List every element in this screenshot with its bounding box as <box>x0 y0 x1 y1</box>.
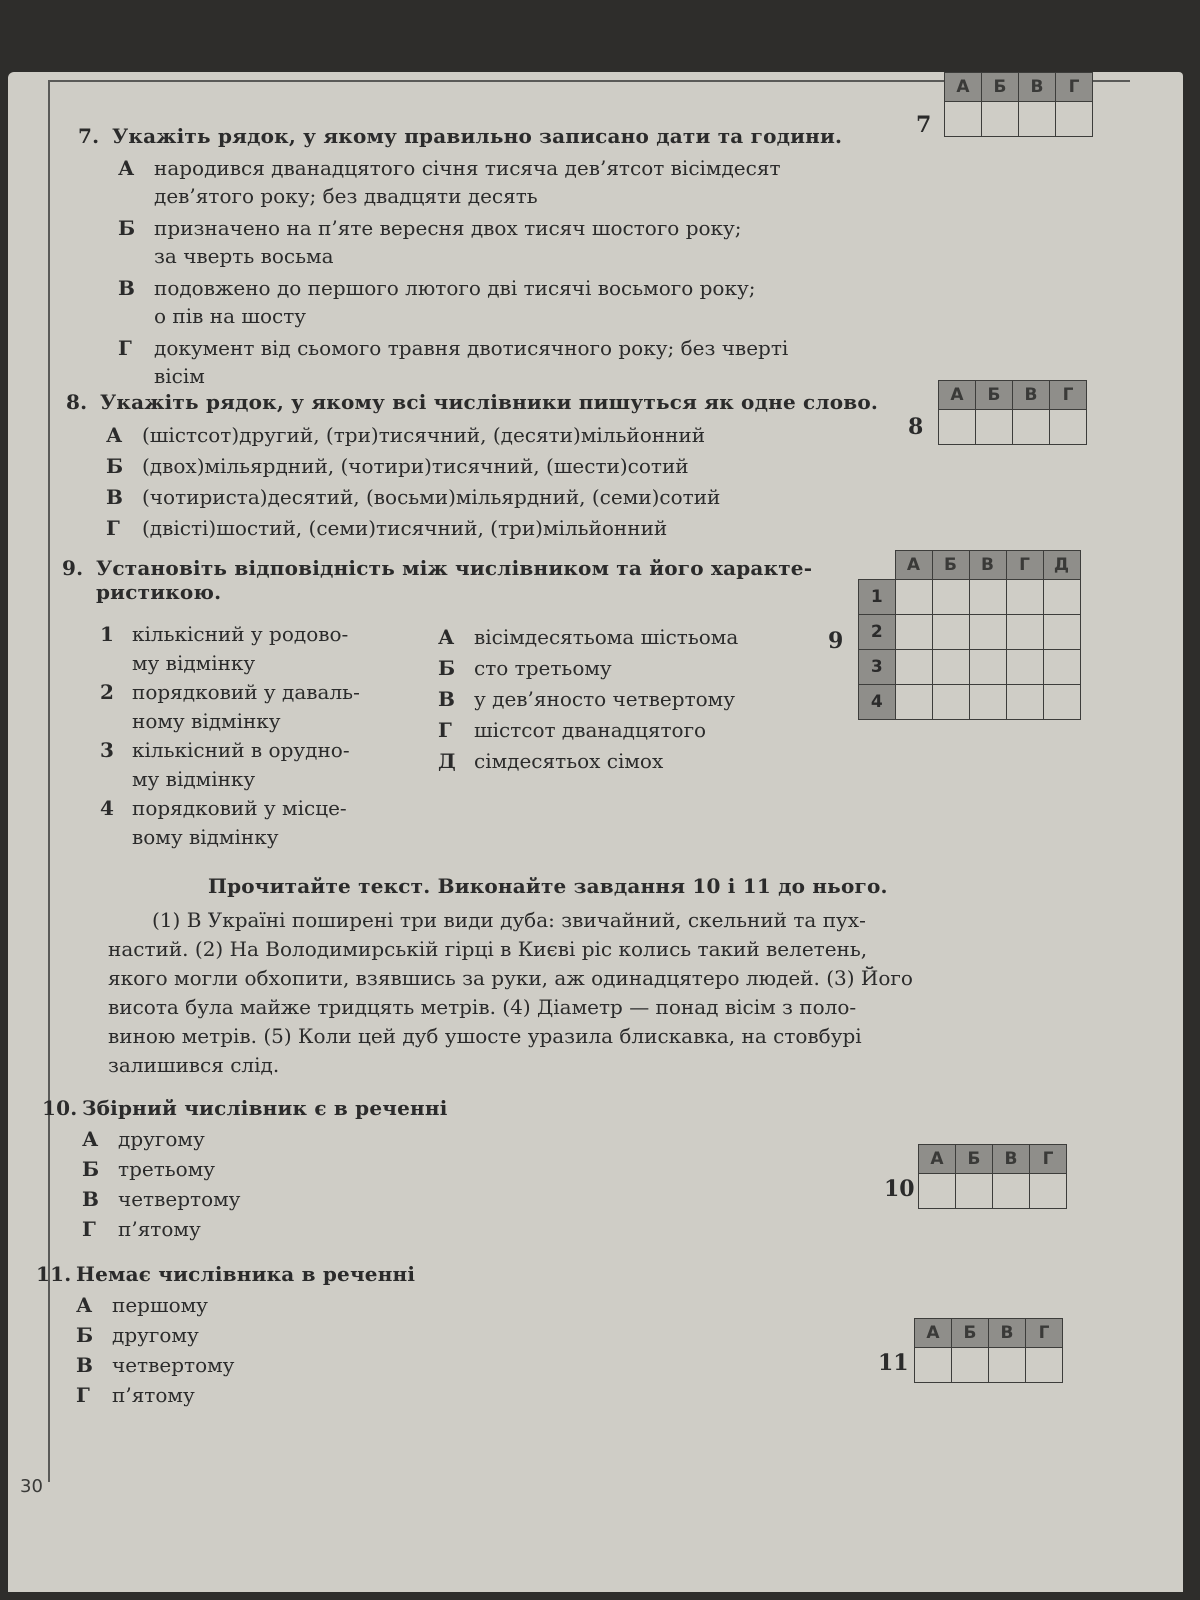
answer-cell[interactable] <box>976 410 1013 445</box>
reading-line: залишився слід. <box>108 1053 280 1077</box>
question-8 <box>66 390 878 544</box>
grid-header: А <box>945 73 982 102</box>
answer-cell[interactable] <box>895 650 932 685</box>
match-right-item <box>438 684 798 715</box>
item-letter: А <box>438 625 455 649</box>
answer-cell[interactable] <box>932 650 969 685</box>
option-letter: Г <box>76 1383 90 1407</box>
answer-cell[interactable] <box>1050 410 1087 445</box>
option-c-continued: о пів на шосту <box>154 304 307 328</box>
option-b <box>118 214 842 242</box>
question-11-title <box>36 1262 415 1286</box>
option-text: третьому <box>118 1157 216 1181</box>
grid-header: В <box>989 1319 1026 1348</box>
grid-header: В <box>1019 73 1056 102</box>
answer-cell[interactable] <box>1006 615 1043 650</box>
option-text: (шістсот)другий, (три)тисячний, (десяти)мільйонний <box>142 423 706 447</box>
match-left-item <box>100 736 430 765</box>
answer-cell[interactable] <box>1043 580 1080 615</box>
answer-cell[interactable] <box>1043 685 1080 720</box>
answer-cell[interactable] <box>969 685 1006 720</box>
answer-grid-10-label: 10 <box>884 1176 915 1202</box>
question-10 <box>42 1096 448 1244</box>
answer-cell[interactable] <box>919 1174 956 1209</box>
match-left-item-continued: му відмінку <box>132 767 256 791</box>
question-10-title <box>42 1096 448 1120</box>
option-letter: Б <box>106 454 124 478</box>
item-letter: Б <box>438 656 456 680</box>
option-a <box>76 1290 415 1320</box>
answer-cell[interactable] <box>982 102 1019 137</box>
question-number: 10. <box>42 1096 78 1120</box>
grid-row-header: 3 <box>859 650 896 685</box>
match-left-item <box>100 620 430 649</box>
answer-cell[interactable] <box>932 615 969 650</box>
answer-cell[interactable] <box>1043 650 1080 685</box>
match-right-item <box>438 622 798 653</box>
answer-cell[interactable] <box>1019 102 1056 137</box>
option-text: другому <box>112 1323 199 1347</box>
question-text: Немає числівника в реченні <box>76 1262 416 1286</box>
question-text: Укажіть рядок, у якому правильно записано дати та години. <box>112 124 843 148</box>
option-text: подовжено до першого лютого дві тисячі восьмого року; <box>154 276 756 300</box>
question-7 <box>78 124 842 390</box>
grid-header: Г <box>1006 551 1043 580</box>
match-right-item <box>438 746 798 777</box>
option-a <box>82 1124 448 1154</box>
option-c <box>82 1184 448 1214</box>
match-left-item-continued: му відмінку <box>132 651 256 675</box>
answer-cell[interactable] <box>969 615 1006 650</box>
match-right-item <box>438 715 798 746</box>
question-number: 11. <box>36 1262 72 1286</box>
item-text: порядковий у даваль- <box>132 680 360 704</box>
question-number: 7. <box>78 124 100 148</box>
match-left-column <box>100 620 430 852</box>
item-text: шістсот дванадцятого <box>474 718 707 742</box>
option-b <box>106 451 878 482</box>
option-letter: Б <box>118 216 136 240</box>
answer-grid-7-label: 7 <box>916 112 932 138</box>
match-left-item-continued: ному відмінку <box>132 709 281 733</box>
grid-corner <box>859 551 896 580</box>
item-text: порядковий у місце- <box>132 796 347 820</box>
option-text: п’ятому <box>112 1383 195 1407</box>
question-number: 9. <box>62 556 84 580</box>
option-letter: В <box>118 276 135 300</box>
match-left-item-continued: вому відмінку <box>132 825 279 849</box>
option-b <box>76 1320 415 1350</box>
option-text: народився дванадцятого січня тисяча дев’ятсот вісімдесят <box>154 156 781 180</box>
answer-cell[interactable] <box>1006 685 1043 720</box>
item-text: у дев’яносто четвертому <box>474 687 735 711</box>
answer-grid-10 <box>918 1144 1067 1209</box>
option-letter: Б <box>82 1157 100 1181</box>
answer-cell[interactable] <box>956 1174 993 1209</box>
match-left-item <box>100 678 430 707</box>
item-number: 2 <box>100 680 114 704</box>
question-11 <box>36 1262 415 1410</box>
option-c <box>106 482 878 513</box>
answer-cell[interactable] <box>1006 650 1043 685</box>
option-b <box>82 1154 448 1184</box>
reading-line: висота була майже тридцять метрів. (4) Діаметр — понад вісім з поло- <box>108 995 857 1019</box>
item-letter: Д <box>438 749 456 773</box>
option-a <box>106 420 878 451</box>
grid-header: Г <box>1050 381 1087 410</box>
answer-cell[interactable] <box>1056 102 1093 137</box>
option-d <box>118 334 842 362</box>
reading-text <box>108 906 1028 1080</box>
grid-header: Г <box>1056 73 1093 102</box>
option-letter: А <box>76 1293 93 1317</box>
answer-grid-7 <box>944 72 1093 137</box>
grid-header: Г <box>1030 1145 1067 1174</box>
option-letter: Г <box>118 336 132 360</box>
question-9-title-continued: ристикою. <box>96 580 222 604</box>
item-text: кількісний в орудно- <box>132 738 350 762</box>
workbook-page <box>8 72 1183 1592</box>
answer-cell[interactable] <box>1026 1348 1063 1383</box>
answer-cell[interactable] <box>989 1348 1026 1383</box>
item-letter: В <box>438 687 455 711</box>
grid-header: А <box>919 1145 956 1174</box>
option-d <box>76 1380 415 1410</box>
option-letter: В <box>76 1353 93 1377</box>
option-text: другому <box>118 1127 205 1151</box>
match-right-column <box>438 622 798 777</box>
item-letter: Г <box>438 718 452 742</box>
option-text: першому <box>112 1293 208 1317</box>
grid-header: В <box>1013 381 1050 410</box>
grid-row-header: 2 <box>859 615 896 650</box>
grid-header: А <box>895 551 932 580</box>
question-9 <box>62 556 812 604</box>
option-c <box>76 1350 415 1380</box>
grid-row-header: 1 <box>859 580 896 615</box>
answer-grid-9-label: 9 <box>828 628 844 654</box>
item-text: вісімдесятьома шістьома <box>474 625 739 649</box>
option-letter: А <box>118 156 135 180</box>
reading-line: виною метрів. (5) Коли цей дуб ушосте уразила блискавка, на стовбурі <box>108 1024 862 1048</box>
option-b-continued: за чверть восьма <box>154 244 334 268</box>
option-letter: Г <box>106 516 120 540</box>
answer-cell[interactable] <box>1006 580 1043 615</box>
item-number: 1 <box>100 622 114 646</box>
item-text: кількісний у родово- <box>132 622 349 646</box>
grid-header: Б <box>956 1145 993 1174</box>
option-a-continued: дев’ятого року; без двадцяти десять <box>154 184 538 208</box>
option-letter: В <box>106 485 123 509</box>
option-d <box>82 1214 448 1244</box>
question-text: Установіть відповідність між числівником та його характе- <box>96 556 813 580</box>
reading-line: настий. (2) На Володимирській гірці в Києві ріс колись такий велетень, <box>108 937 868 961</box>
option-text: призначено на п’яте вересня двох тисяч шостого року; <box>154 216 742 240</box>
option-letter: Г <box>82 1217 96 1241</box>
answer-cell[interactable] <box>1013 410 1050 445</box>
answer-cell[interactable] <box>895 615 932 650</box>
answer-grid-11 <box>914 1318 1063 1383</box>
option-letter: В <box>82 1187 99 1211</box>
grid-row-header: 4 <box>859 685 896 720</box>
grid-header: А <box>915 1319 952 1348</box>
question-text: Збірний числівник є в реченні <box>82 1096 448 1120</box>
question-text: Укажіть рядок, у якому всі числівники пишуться як одне слово. <box>100 390 879 414</box>
grid-header: Г <box>1026 1319 1063 1348</box>
question-9-title <box>62 556 812 580</box>
option-text: (двох)мільярдний, (чотири)тисячний, (шести)сотий <box>142 454 689 478</box>
grid-header: Б <box>982 73 1019 102</box>
option-text: четвертому <box>118 1187 241 1211</box>
item-text: сімдесятьох сімох <box>474 749 664 773</box>
grid-header: Д <box>1043 551 1080 580</box>
answer-grid-8-label: 8 <box>908 414 924 440</box>
option-text: документ від сьомого травня двотисячного року; без чверті <box>154 336 789 360</box>
question-number: 8. <box>66 390 88 414</box>
answer-cell[interactable] <box>932 580 969 615</box>
answer-cell[interactable] <box>1043 615 1080 650</box>
item-number: 4 <box>100 796 114 820</box>
option-letter: Б <box>76 1323 94 1347</box>
grid-header: В <box>993 1145 1030 1174</box>
answer-grid-8 <box>938 380 1087 445</box>
item-text: сто третьому <box>474 656 612 680</box>
answer-cell[interactable] <box>945 102 982 137</box>
grid-header: В <box>969 551 1006 580</box>
grid-header: Б <box>932 551 969 580</box>
answer-grid-9 <box>858 550 1081 720</box>
answer-grid-11-label: 11 <box>878 1350 909 1376</box>
option-text: (двісті)шостий, (семи)тисячний, (три)мільйонний <box>142 516 668 540</box>
question-8-title <box>66 390 878 414</box>
question-7-title <box>78 124 842 148</box>
page-number: 30 <box>20 1476 43 1497</box>
option-text: четвертому <box>112 1353 235 1377</box>
grid-header: Б <box>952 1319 989 1348</box>
answer-cell[interactable] <box>915 1348 952 1383</box>
reading-instruction: Прочитайте текст. Виконайте завдання 10 і 11 до нього. <box>208 874 888 898</box>
grid-header: А <box>939 381 976 410</box>
option-c <box>118 274 842 302</box>
grid-header: Б <box>976 381 1013 410</box>
answer-cell[interactable] <box>993 1174 1030 1209</box>
answer-cell[interactable] <box>895 685 932 720</box>
option-a <box>118 154 842 182</box>
option-d-continued: вісім <box>154 364 205 388</box>
reading-line: якого могли обхопити, взявшись за руки, аж одинадцятеро людей. (3) Його <box>108 966 913 990</box>
answer-cell[interactable] <box>895 580 932 615</box>
answer-cell[interactable] <box>939 410 976 445</box>
answer-cell[interactable] <box>1030 1174 1067 1209</box>
option-d <box>106 513 878 544</box>
answer-cell[interactable] <box>969 580 1006 615</box>
answer-cell[interactable] <box>969 650 1006 685</box>
item-number: 3 <box>100 738 114 762</box>
option-text: п’ятому <box>118 1217 201 1241</box>
option-text: (чотириста)десятий, (восьми)мільярдний, (семи)сотий <box>142 485 721 509</box>
match-right-item <box>438 653 798 684</box>
option-letter: А <box>82 1127 99 1151</box>
reading-line: (1) В Україні поширені три види дуба: звичайний, скельний та пух- <box>152 908 866 932</box>
match-left-item <box>100 794 430 823</box>
answer-cell[interactable] <box>932 685 969 720</box>
answer-cell[interactable] <box>952 1348 989 1383</box>
option-letter: А <box>106 423 123 447</box>
